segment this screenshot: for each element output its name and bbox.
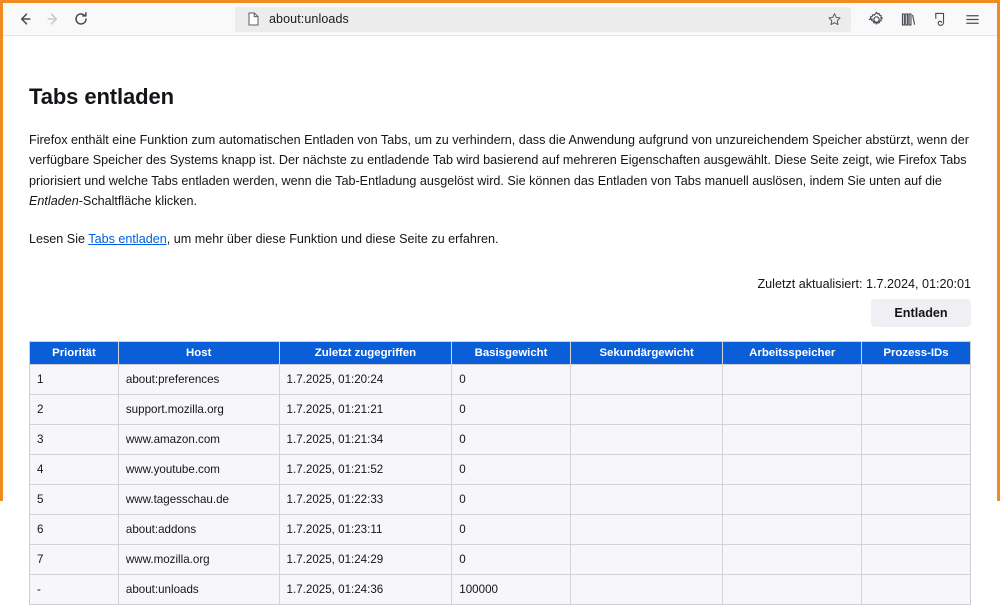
cell-basisgewicht: 0 [452,454,571,484]
column-header-arbeitsspeicher[interactable]: Arbeitsspeicher [723,342,862,365]
cell-basisgewicht: 0 [452,424,571,454]
cell-host: www.youtube.com [118,454,279,484]
cell-arbeitsspeicher [723,454,862,484]
cell-zuletzt-zugegriffen: 1.7.2025, 01:24:29 [279,544,452,574]
library-button[interactable] [893,6,923,32]
hamburger-menu-icon [964,11,981,28]
cell-basisgewicht: 0 [452,544,571,574]
library-books-icon [900,11,917,28]
learn-more-prefix: Lesen Sie [29,231,89,246]
cell-zuletzt-zugegriffen: 1.7.2025, 01:21:52 [279,454,452,484]
cell-prozess-ids [862,544,971,574]
unload-button[interactable]: Entladen [871,299,971,327]
cell-zuletzt-zugegriffen: 1.7.2025, 01:22:33 [279,484,452,514]
cell-sekundaergewicht [570,574,723,604]
cell-prioritaet: 5 [30,484,118,514]
learn-more-suffix: , um mehr über diese Funktion und diese Seite zu erfahren. [166,231,499,246]
cell-basisgewicht: 0 [452,484,571,514]
page-content [3,36,997,605]
cell-host: www.mozilla.org [118,544,279,574]
page-title: Tabs entladen [29,84,174,109]
cell-prozess-ids [862,454,971,484]
table-row[interactable] [30,544,970,574]
page-document-icon [245,11,261,27]
cell-prioritaet: 1 [30,364,118,394]
cell-sekundaergewicht [570,454,723,484]
table-row[interactable] [30,514,970,544]
cell-prioritaet: 2 [30,394,118,424]
forward-button[interactable] [39,6,67,32]
column-header-sekundaergewicht[interactable]: Sekundärgewicht [570,342,723,365]
cell-prioritaet: - [30,574,118,604]
cell-sekundaergewicht [570,484,723,514]
table-row[interactable] [30,394,970,424]
cell-prozess-ids [862,364,971,394]
learn-more-paragraph [29,229,971,249]
gear-icon [868,11,885,28]
back-button[interactable] [11,6,39,32]
cell-zuletzt-zugegriffen: 1.7.2025, 01:23:11 [279,514,452,544]
cell-host: about:unloads [118,574,279,604]
table-row[interactable] [30,454,970,484]
cell-host: www.tagesschau.de [118,484,279,514]
cell-zuletzt-zugegriffen: 1.7.2025, 01:21:34 [279,424,452,454]
cell-prioritaet: 7 [30,544,118,574]
cell-prozess-ids [862,484,971,514]
settings-button[interactable] [861,6,891,32]
cell-host: www.amazon.com [118,424,279,454]
cell-arbeitsspeicher [723,394,862,424]
cell-arbeitsspeicher [723,364,862,394]
column-header-prioritaet[interactable]: Priorität [30,342,118,365]
star-icon [827,12,842,27]
unload-button-row [29,299,971,327]
last-updated-text: Zuletzt aktualisiert: 1.7.2024, 01:20:01 [757,276,971,291]
intro-paragraph-part2: -Schaltfläche klicken. [78,194,198,209]
cell-zuletzt-zugegriffen: 1.7.2025, 01:20:24 [279,364,452,394]
cell-host: support.mozilla.org [118,394,279,424]
table-row[interactable] [30,364,970,394]
cell-sekundaergewicht [570,514,723,544]
cell-host: about:preferences [118,364,279,394]
cell-arbeitsspeicher [723,574,862,604]
arrow-right-icon [45,11,61,27]
cell-basisgewicht: 0 [452,514,571,544]
toolbar-right-buttons [861,6,989,32]
reload-button[interactable] [67,6,95,32]
intro-paragraph [29,130,971,212]
cell-zuletzt-zugegriffen: 1.7.2025, 01:21:21 [279,394,452,424]
cell-basisgewicht: 0 [452,394,571,424]
table-row[interactable] [30,574,970,604]
cell-basisgewicht: 0 [452,364,571,394]
cell-sekundaergewicht [570,424,723,454]
cell-prozess-ids [862,514,971,544]
cell-zuletzt-zugegriffen: 1.7.2025, 01:24:36 [279,574,452,604]
reload-icon [73,11,89,27]
cell-prioritaet: 6 [30,514,118,544]
app-menu-button[interactable] [957,6,987,32]
cell-host: about:addons [118,514,279,544]
cell-prioritaet: 3 [30,424,118,454]
cell-prioritaet: 4 [30,454,118,484]
document-icon [247,12,260,26]
cell-basisgewicht: 100000 [452,574,571,604]
cell-prozess-ids [862,424,971,454]
intro-paragraph-part1: Firefox enthält eine Funktion zum automatischen Entladen von Tabs, um zu verhindern, dass die Anwendung aufgrund von unzureichendem Speicher abstürzt, wenn der verfügbare Speicher des Systems knapp ist. Der nächste zu entladende Tab wird basierend auf mehreren Eigenschaften ausgewählt. Diese Seite zeigt, wie Firefox Tabs priorisiert und welche Tabs entladen werden, wenn die Tab-Entladung ausgelöst wird. Sie können das Entladen von Tabs manuell auslösen, indem Sie unten auf die [29,133,969,188]
cell-sekundaergewicht [570,364,723,394]
cell-sekundaergewicht [570,544,723,574]
column-header-basisgewicht[interactable]: Basisgewicht [452,342,571,365]
cell-sekundaergewicht [570,394,723,424]
unloads-table-container [29,341,971,605]
browser-toolbar [3,3,997,36]
table-row[interactable] [30,484,970,514]
cell-prozess-ids [862,394,971,424]
table-body [30,364,970,604]
arrow-left-icon [17,11,33,27]
intro-paragraph-emphasis: Entladen [29,194,79,209]
unloads-table [30,342,970,604]
url-text[interactable]: about:unloads [269,12,349,26]
cell-arbeitsspeicher [723,424,862,454]
cell-arbeitsspeicher [723,484,862,514]
table-header-row [30,342,970,365]
last-updated-row [29,277,971,291]
url-bar[interactable] [235,7,851,32]
learn-more-link[interactable]: Tabs entladen [88,231,167,246]
save-to-pocket-icon [932,11,949,28]
column-header-host[interactable]: Host [118,342,279,365]
bookmark-star-icon[interactable] [823,8,845,30]
column-header-prozess-ids[interactable]: Prozess-IDs [862,342,971,365]
table-row[interactable] [30,424,970,454]
column-header-zuletzt-zugegriffen[interactable]: Zuletzt zugegriffen [279,342,452,365]
cell-arbeitsspeicher [723,544,862,574]
table-head [30,342,970,365]
pocket-save-button[interactable] [925,6,955,32]
cell-prozess-ids [862,574,971,604]
cell-arbeitsspeicher [723,514,862,544]
